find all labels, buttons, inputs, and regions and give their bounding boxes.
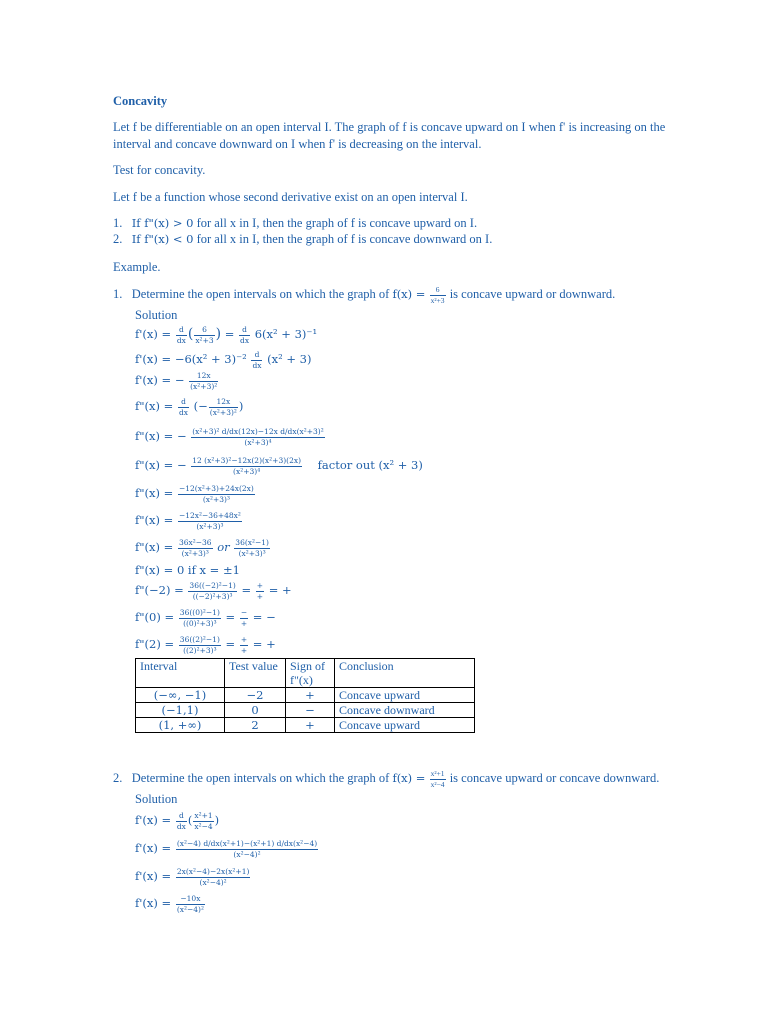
rule-2-condition: If f"(x) < 0 xyxy=(131,232,194,246)
example-2-prompt-a: Determine the open intervals on which the graph of xyxy=(131,770,390,785)
ex1-step-13: f"(2) = $\frac{\text{36((2)²−1)}}{\text{((2)²+3)³}}$ = $\frac{+}{+}$ = + xyxy=(135,635,276,655)
example-2-solution-label: Solution xyxy=(135,792,178,806)
table-row xyxy=(136,718,475,733)
table-cell: (−1,1) xyxy=(136,703,225,718)
ex2-step-2: f'(x) = $\frac{\text{(x²−4) d/dx(x²+1)−(x²+1) d/dx(x²−4)}}{\text{(x²−4)²}}$ xyxy=(135,839,318,859)
ex2-step-1: f'(x) = $\frac{d}{dx}$ ( $\frac{\text{x²+1}}{\text{x²−4}}$ ) xyxy=(135,811,220,831)
definition-line-1: Let f be differentiable on an open interval I. The graph of f is concave upward on I when f' is increasing on the xyxy=(113,120,666,134)
page-heading: Concavity xyxy=(113,94,168,108)
rule-2 xyxy=(113,233,492,246)
table-cell: (1, +∞) xyxy=(136,718,225,733)
ex1-step-2: f'(x) = −6(x² + 3)⁻² $\frac{d}{dx}$ (x² + 3) xyxy=(135,350,312,370)
ex2-step-4: f'(x) = $\frac{-10x}{\text{(x²−4)²}}$ xyxy=(135,894,204,914)
ex1-step-6: f"(x) = − $\frac{\text{12 (x²+3)²−12x(2)(x²+3)(2x)}}{\text{(x²+3)⁴}}$ factor out (x² + 3) xyxy=(135,456,423,476)
table-cell: − xyxy=(286,703,335,718)
table-cell: 0 xyxy=(225,703,286,718)
example-1-fx-fraction: $\frac{6}{\text{x²+3}}$ xyxy=(430,285,445,305)
ex1-step-7: f"(x) = $\frac{\text{−12(x²+3)+24x(2x)}}{\text{(x²+3)³}}$ xyxy=(135,484,254,504)
table-cell: 2 xyxy=(225,718,286,733)
table-header: Sign of f"(x) xyxy=(286,659,335,688)
example-1-prompt xyxy=(113,286,615,304)
concavity-table xyxy=(135,658,475,733)
example-1-prompt-b: is concave upward or downward. xyxy=(449,286,616,301)
example-1-fx: f(x) = xyxy=(392,286,426,301)
example-2-fx: f(x) = xyxy=(392,770,426,785)
ex1-step-9: f"(x) = $\frac{\text{36x²−36}}{\text{(x²+3)³}}$ or $\frac{\text{36(x²−1)}}{\text{(x²+3)³}}$ xyxy=(135,538,269,558)
table-cell: Concave upward xyxy=(335,718,475,733)
test-intro: Let f be a function whose second derivative exist on an open interval I. xyxy=(113,190,468,204)
example-1-solution-label: Solution xyxy=(135,308,178,322)
table-cell: (−∞, −1) xyxy=(136,688,225,703)
example-2-number: 2. xyxy=(113,770,123,785)
ex1-step-3: f'(x) = − $\frac{12x}{\text{(x²+3)²}}$ xyxy=(135,371,218,391)
table-cell: −2 xyxy=(225,688,286,703)
table-cell: + xyxy=(286,688,335,703)
table-row xyxy=(136,703,475,718)
ex1-step-1: f'(x) = $\frac{d}{dx}$ ( $\frac{6}{\text{x²+3}}$ ) = $\frac{d}{dx}$ 6(x² + 3)⁻¹ xyxy=(135,325,318,345)
ex1-step-12: f"(0) = $\frac{\text{36((0)²−1)}}{\text{((0)²+3)³}}$ = $\frac{-}{+}$ = − xyxy=(135,608,276,628)
ex2-step-3: f'(x) = $\frac{\text{2x(x²−4)−2x(x²+1)}}{\text{(x²−4)²}}$ xyxy=(135,867,250,887)
rule-1-text: for all x in I, then the graph of f is concave upward on I. xyxy=(196,216,478,230)
rule-2-number: 2. xyxy=(113,232,123,246)
example-2-prompt-b: is concave upward or concave downward. xyxy=(449,770,660,785)
table-header: Conclusion xyxy=(335,659,475,688)
example-2-fx-fraction: $\frac{\text{x²+1}}{\text{x²−4}}$ xyxy=(430,769,445,789)
rule-1-number: 1. xyxy=(113,216,123,230)
test-title: Test for concavity. xyxy=(113,163,206,177)
example-2-prompt xyxy=(113,770,659,788)
rule-2-text: for all x in I, then the graph of f is concave downward on I. xyxy=(196,232,493,246)
definition-line-2: interval and concave downward on I when f' is decreasing on the interval. xyxy=(113,137,482,151)
example-1-prompt-a: Determine the open intervals on which the graph of xyxy=(131,286,390,301)
example-label: Example. xyxy=(113,260,161,274)
table-header: Interval xyxy=(136,659,225,688)
table-header: Test value xyxy=(225,659,286,688)
table-header-row xyxy=(136,659,475,688)
table-row xyxy=(136,688,475,703)
ex1-step-10: f"(x) = 0 if x = ±1 xyxy=(135,563,240,577)
ex1-factor-note: factor out (x² + 3) xyxy=(317,458,423,472)
rule-1-condition: If f"(x) > 0 xyxy=(131,216,194,230)
ex1-step-4: f"(x) = $\frac{d}{dx}$ (− $\frac{12x}{\text{(x²+3)²}}$ ) xyxy=(135,397,244,417)
table-cell: Concave upward xyxy=(335,688,475,703)
rule-1 xyxy=(113,217,477,230)
table-cell: Concave downward xyxy=(335,703,475,718)
ex1-step-5: f"(x) = − $\frac{\text{(x²+3)² d/dx(12x)−12x d/dx(x²+3)²}}{\text{(x²+3)⁴}}$ xyxy=(135,427,324,447)
ex1-step-8: f"(x) = $\frac{\text{−12x²−36+48x²}}{\text{(x²+3)³}}$ xyxy=(135,511,241,531)
ex1-step-11: f"(−2) = $\frac{\text{36((−2)²−1)}}{\text{((−2)²+3)³}}$ = $\frac{+}{+}$ = + xyxy=(135,581,292,601)
example-1-number: 1. xyxy=(113,286,123,301)
table-cell: + xyxy=(286,718,335,733)
